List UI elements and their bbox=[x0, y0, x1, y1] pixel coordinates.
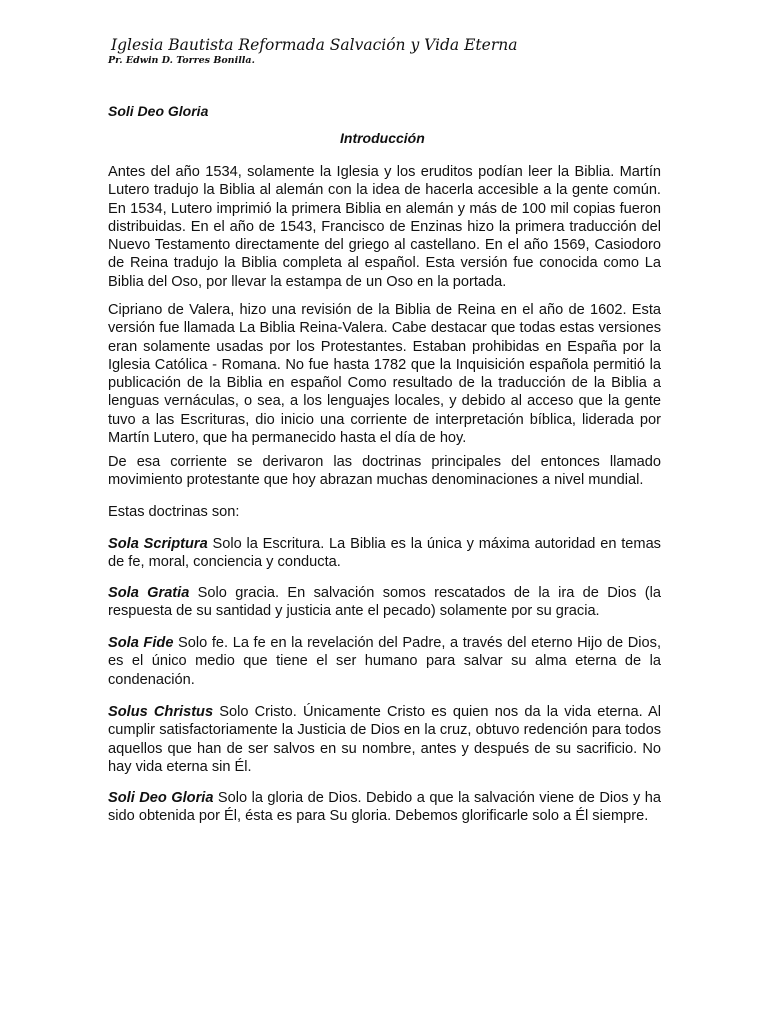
doctrine-description: Solo fe. La fe en la revelación del Padre, a través del eterno Hijo de Dios, es el único medio que tiene el ser humano para salvar su alma eterna de la condenación. bbox=[108, 635, 661, 688]
document-heading: Soli Deo Gloria bbox=[108, 103, 209, 119]
intro-paragraph-1: Antes del año 1534, solamente la Iglesia y los eruditos podían leer la Biblia. Martín Lutero tradujo la Biblia al alemán con la idea de hacerla accesible a la gente común. En 1534, Lutero imprimió la primera Biblia en alemán y más de 100 mil copias fueron distribuidas. En el año de 1543, Francisco de Enzinas hizo la primera traducción del Nuevo Testamento directamente del griego al castellano. En el año 1569, Casiodoro de Reina tradujo la Biblia completa al español. Esta versión fue conocida como La Biblia del Oso, por llevar la estampa de un Oso en la portada. bbox=[108, 164, 661, 290]
doctrine-term: Sola Gratia bbox=[108, 585, 190, 601]
doctrine-term: Sola Fide bbox=[108, 635, 174, 651]
section-title: Introducción bbox=[340, 130, 425, 146]
doctrine-term: Solus Christus bbox=[108, 704, 214, 720]
doctrine-description: Solo la gloria de Dios. Debido a que la salvación viene de Dios y ha sido obtenida por Él, ésta es para Su gloria. Debemos glorificarle solo a Él siempre. bbox=[108, 790, 662, 825]
church-name-header: Iglesia Bautista Reformada Salvación y Vida Eterna bbox=[111, 36, 518, 54]
doctrine-item bbox=[108, 535, 661, 572]
intro-paragraph-3: De esa corriente se derivaron las doctrinas principales del entonces llamado movimiento protestante que hoy abrazan muchas denominaciones a nivel mundial. bbox=[108, 454, 661, 489]
doctrine-description: Solo la Escritura. La Biblia es la única y máxima autoridad en temas de fe, moral, conciencia y conducta. bbox=[108, 536, 661, 571]
doctrine-term: Sola Scriptura bbox=[108, 536, 208, 552]
intro-paragraph-2: Cipriano de Valera, hizo una revisión de la Biblia de Reina en el año de 1602. Esta versión fue llamada La Biblia Reina-Valera. Cabe destacar que todas estas versiones eran solamente usadas por los Protestantes. Estaban prohibidas en España por la Iglesia Católica - Romana. No fue hasta 1782 que la Inquisición española permitió la publicación de la Biblia en español Como resultado de la traducción de la Biblia a lenguas vernáculas, o sea, a los lenguajes locales, y debido al acceso que la gente tuvo a las Escrituras, dio inicio una corriente de interpretación bíblica, liderada por Martín Lutero, que ha permanecido hasta el día de hoy. bbox=[108, 302, 661, 447]
doctrine-item bbox=[108, 789, 661, 826]
doctrine-term: Soli Deo Gloria bbox=[108, 790, 214, 806]
intro-paragraph-4: Estas doctrinas son: bbox=[108, 504, 240, 520]
doctrine-description: Solo Cristo. Únicamente Cristo es quien nos da la vida eterna. Al cumplir satisfactoriamente la Justicia de Dios en la cruz, obtuvo redención para todos aquellos que han de ser salvos en su nombre, antes y después de su sacrificio. No hay vida eterna sin Él. bbox=[108, 704, 661, 775]
pastor-name-header: Pr. Edwin D. Torres Bonilla. bbox=[108, 55, 255, 66]
doctrine-item bbox=[108, 703, 661, 776]
doctrine-item bbox=[108, 584, 661, 621]
doctrine-description: Solo gracia. En salvación somos rescatados de la ira de Dios (la respuesta de su santidad y justicia ante el pecado) solamente por su gracia. bbox=[108, 585, 661, 620]
doctrine-item bbox=[108, 634, 661, 689]
